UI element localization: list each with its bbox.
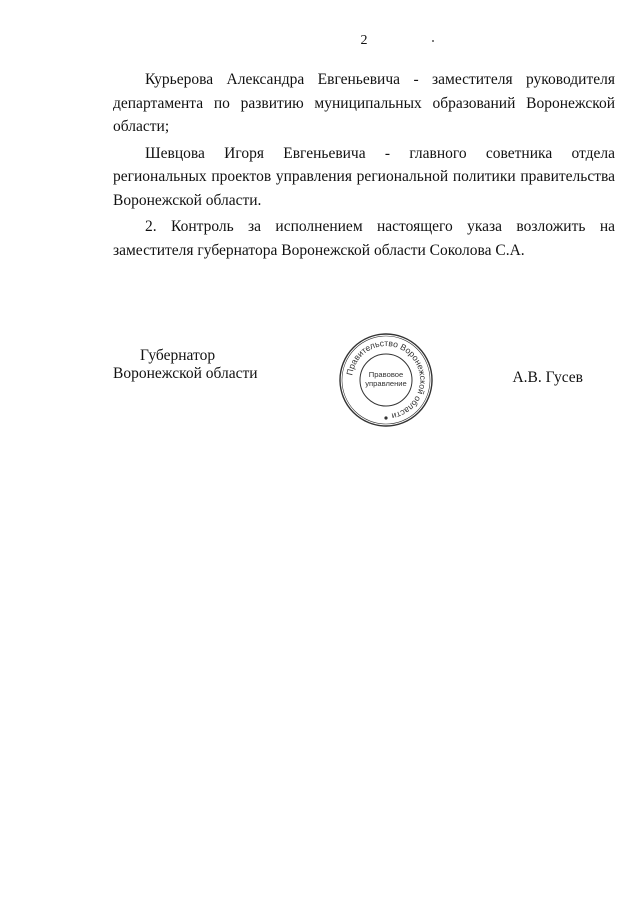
- official-seal: [336, 330, 436, 430]
- paragraph-control: 2. Контроль за исполнением настоящего указа возложить на заместителя губернатора Воронежской области Соколова С.А.: [113, 218, 615, 259]
- seal-inner-text-line-1: Правовое: [368, 370, 404, 379]
- seal-outer-text: Правительство Воронежской области: [344, 337, 429, 422]
- signature-block: [113, 337, 583, 436]
- scan-speck: [432, 40, 434, 42]
- paragraph-kuryerov: Курьерова Александра Евгеньевича - заместителя руководителя департамента по развитию муниципальных образований Воронежской области;: [113, 71, 615, 135]
- signatory-title-line-2: Воронежской области: [113, 365, 258, 382]
- seal-bottom-dot: [384, 416, 387, 419]
- signatory-name: А.В. Гусев: [512, 369, 583, 386]
- seal-inner-text-line-2: управление: [365, 379, 407, 388]
- document-body: [113, 68, 615, 262]
- page-number: 2: [360, 33, 368, 48]
- signatory-title-line-1: Губернатор: [140, 347, 216, 364]
- paragraph-shevtsov: Шевцова Игоря Евгеньевича - главного советника отдела региональных проектов управления региональной политики правительства Воронежской области.: [113, 144, 615, 209]
